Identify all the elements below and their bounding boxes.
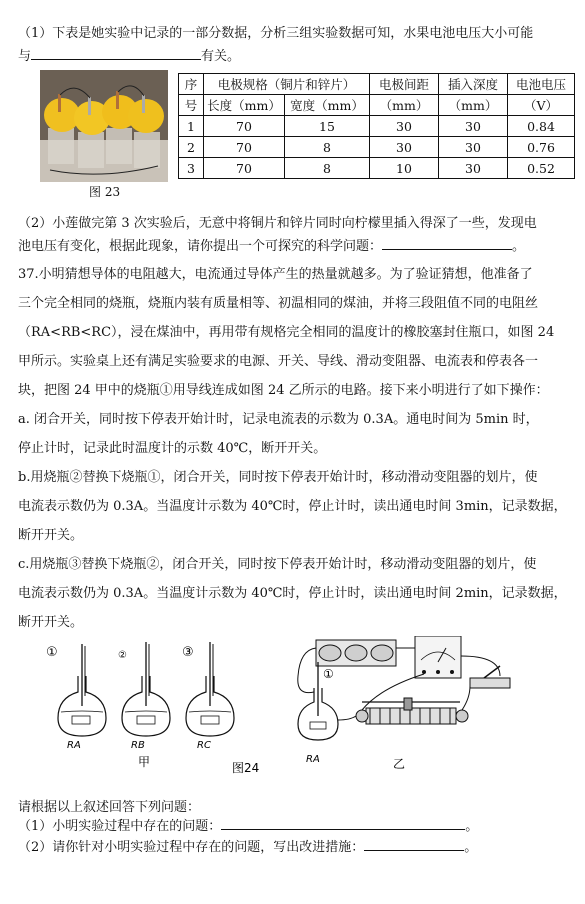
q37-line: b.用烧瓶②替换下烧瓶①，闭合开关，同时按下停表开始计时，移动滑动变阻器的划片，使 (18, 470, 538, 485)
header-cell: 电极规格（铜片和锌片） (204, 74, 370, 95)
table-header-row (179, 74, 575, 95)
table-cell: 2 (179, 137, 204, 158)
table-cell: 70 (204, 158, 285, 179)
q37-line: 三个完全相同的烧瓶，烧瓶内装有质量相等、初温相同的煤油，并将三段阻值不同的电阻丝 (18, 296, 539, 311)
question-2-end: 。 (464, 840, 478, 855)
table-row (179, 116, 575, 137)
flask-1 (46, 644, 106, 751)
flask-3-number: ③ (182, 645, 194, 660)
table-cell: 30 (439, 158, 508, 179)
header-cell: 序 (179, 74, 204, 95)
q37-line: 37.小明猜想导体的电阻越大，电流通过导体产生的热量就越多。为了验证猜想，他准备了 (18, 267, 533, 282)
table-cell: 30 (439, 116, 508, 137)
table-row (179, 137, 575, 158)
q37-line: 断开开关。 (18, 528, 84, 543)
flask-2-number: ② (118, 650, 127, 661)
flask-1-number: ① (46, 645, 58, 660)
circuit-flask-number: ① (323, 667, 334, 681)
figure-24-yi-label: 乙 (393, 757, 406, 771)
table-cell: 1 (179, 116, 204, 137)
table-row (179, 158, 575, 179)
table-cell: 0.52 (508, 158, 575, 179)
table-cell: 30 (439, 137, 508, 158)
resistor-label-b: RB (131, 740, 145, 751)
data-table (178, 73, 575, 179)
q37-line: c.用烧瓶③替换下烧瓶②，闭合开关，同时按下停表开始计时，移动滑动变阻器的划片，使 (18, 557, 537, 572)
table-header-row (179, 95, 575, 116)
q37-line: a. 闭合开关，同时按下停表开始计时，记录电流表的示数为 0.3A。通电时间为 5min 时， (18, 412, 539, 427)
q37-line: 电流表示数仍为 0.3A。当温度计示数为 40℃时，停止计时，读出通电时间 2min，记录数据， (18, 586, 567, 601)
figure-23-caption: 图 23 (89, 185, 121, 199)
resistor-label-a: RA (67, 740, 81, 751)
fruit-battery-photo (40, 70, 168, 182)
figure-24-jia-label: 甲 (138, 755, 151, 769)
question-2 (18, 836, 477, 855)
question-1-end: 。 (465, 819, 479, 834)
q1-prefix: 与 (18, 49, 32, 64)
table-cell: 30 (370, 116, 439, 137)
figure-24-caption: 图24 (232, 761, 260, 775)
resistor-label-c: RC (197, 740, 211, 751)
q1-answer-blank[interactable] (31, 47, 201, 60)
question-1 (18, 815, 478, 834)
header-cell: 宽度（mm） (285, 95, 370, 116)
q37-line: 电流表示数仍为 0.3A。当温度计示数为 40℃时，停止计时，读出通电时间 3min，记录数据， (18, 499, 567, 514)
table-cell: 30 (370, 137, 439, 158)
q2-line1: （2）小莲做完第 3 次实验后，无意中将铜片和锌片同时向柠檬里插入得深了一些，发现电 (18, 216, 537, 231)
circuit-resistor-label: RA (306, 754, 320, 765)
q37-line: 停止计时，记录此时温度计的示数 40℃，断开开关。 (18, 441, 327, 456)
questions-intro: 请根据以上叙述回答下列问题： (18, 800, 201, 815)
q37-line: 块，把图 24 甲中的烧瓶①用导线连成如图 24 乙所示的电路。接下来小明进行了如下操作： (18, 383, 549, 398)
q1-line2 (18, 45, 240, 64)
table-cell: 0.84 (508, 116, 575, 137)
q2-answer-blank[interactable] (382, 237, 512, 250)
question-2-answer-blank[interactable] (364, 838, 464, 851)
switch (470, 678, 510, 688)
table-cell: 15 (285, 116, 370, 137)
table-cell: 8 (285, 137, 370, 158)
table-cell: 10 (370, 158, 439, 179)
header-cell: 长度（mm） (204, 95, 285, 116)
header-cell: （V） (508, 95, 575, 116)
q37-line: 断开开关。 (18, 615, 84, 630)
table-cell: 3 (179, 158, 204, 179)
flask-3 (182, 642, 234, 751)
q2-line2 (18, 235, 525, 254)
fruit-battery-illustration (40, 70, 168, 182)
header-cell: 插入深度 (439, 74, 508, 95)
figure-24-diagram (0, 636, 585, 786)
circuit-diagram (298, 636, 510, 771)
q2-end: 。 (512, 239, 526, 254)
header-cell: （mm） (439, 95, 508, 116)
table-cell: 8 (285, 158, 370, 179)
q1-line1: （1）下表是她实验中记录的一部分数据，分析三组实验数据可知，水果电池电压大小可能 (18, 26, 534, 41)
q2-text: 池电压有变化，根据此现象，请你提出一个可探究的科学问题： (18, 239, 383, 254)
header-cell: 电极间距 (370, 74, 439, 95)
q37-line: 甲所示。实验桌上还有满足实验要求的电源、开关、导线、滑动变阻器、电流表和停表各一 (18, 354, 539, 369)
header-cell: 号 (179, 95, 204, 116)
header-cell: 电池电压 (508, 74, 575, 95)
table-cell: 70 (204, 116, 285, 137)
q37-line: （RA<RB<RC），浸在煤油中，再用带有规格完全相同的温度计的橡胶塞封住瓶口，如图 24 (18, 325, 555, 340)
question-1-text: （1）小明实验过程中存在的问题： (18, 819, 222, 834)
table-cell: 0.76 (508, 137, 575, 158)
flask-2 (118, 642, 170, 751)
q1-suffix: 有关。 (201, 49, 241, 64)
table-cell: 70 (204, 137, 285, 158)
header-cell: （mm） (370, 95, 439, 116)
question-1-answer-blank[interactable] (221, 817, 465, 830)
question-2-text: （2）请你针对小明实验过程中存在的问题，写出改进措施： (18, 840, 365, 855)
